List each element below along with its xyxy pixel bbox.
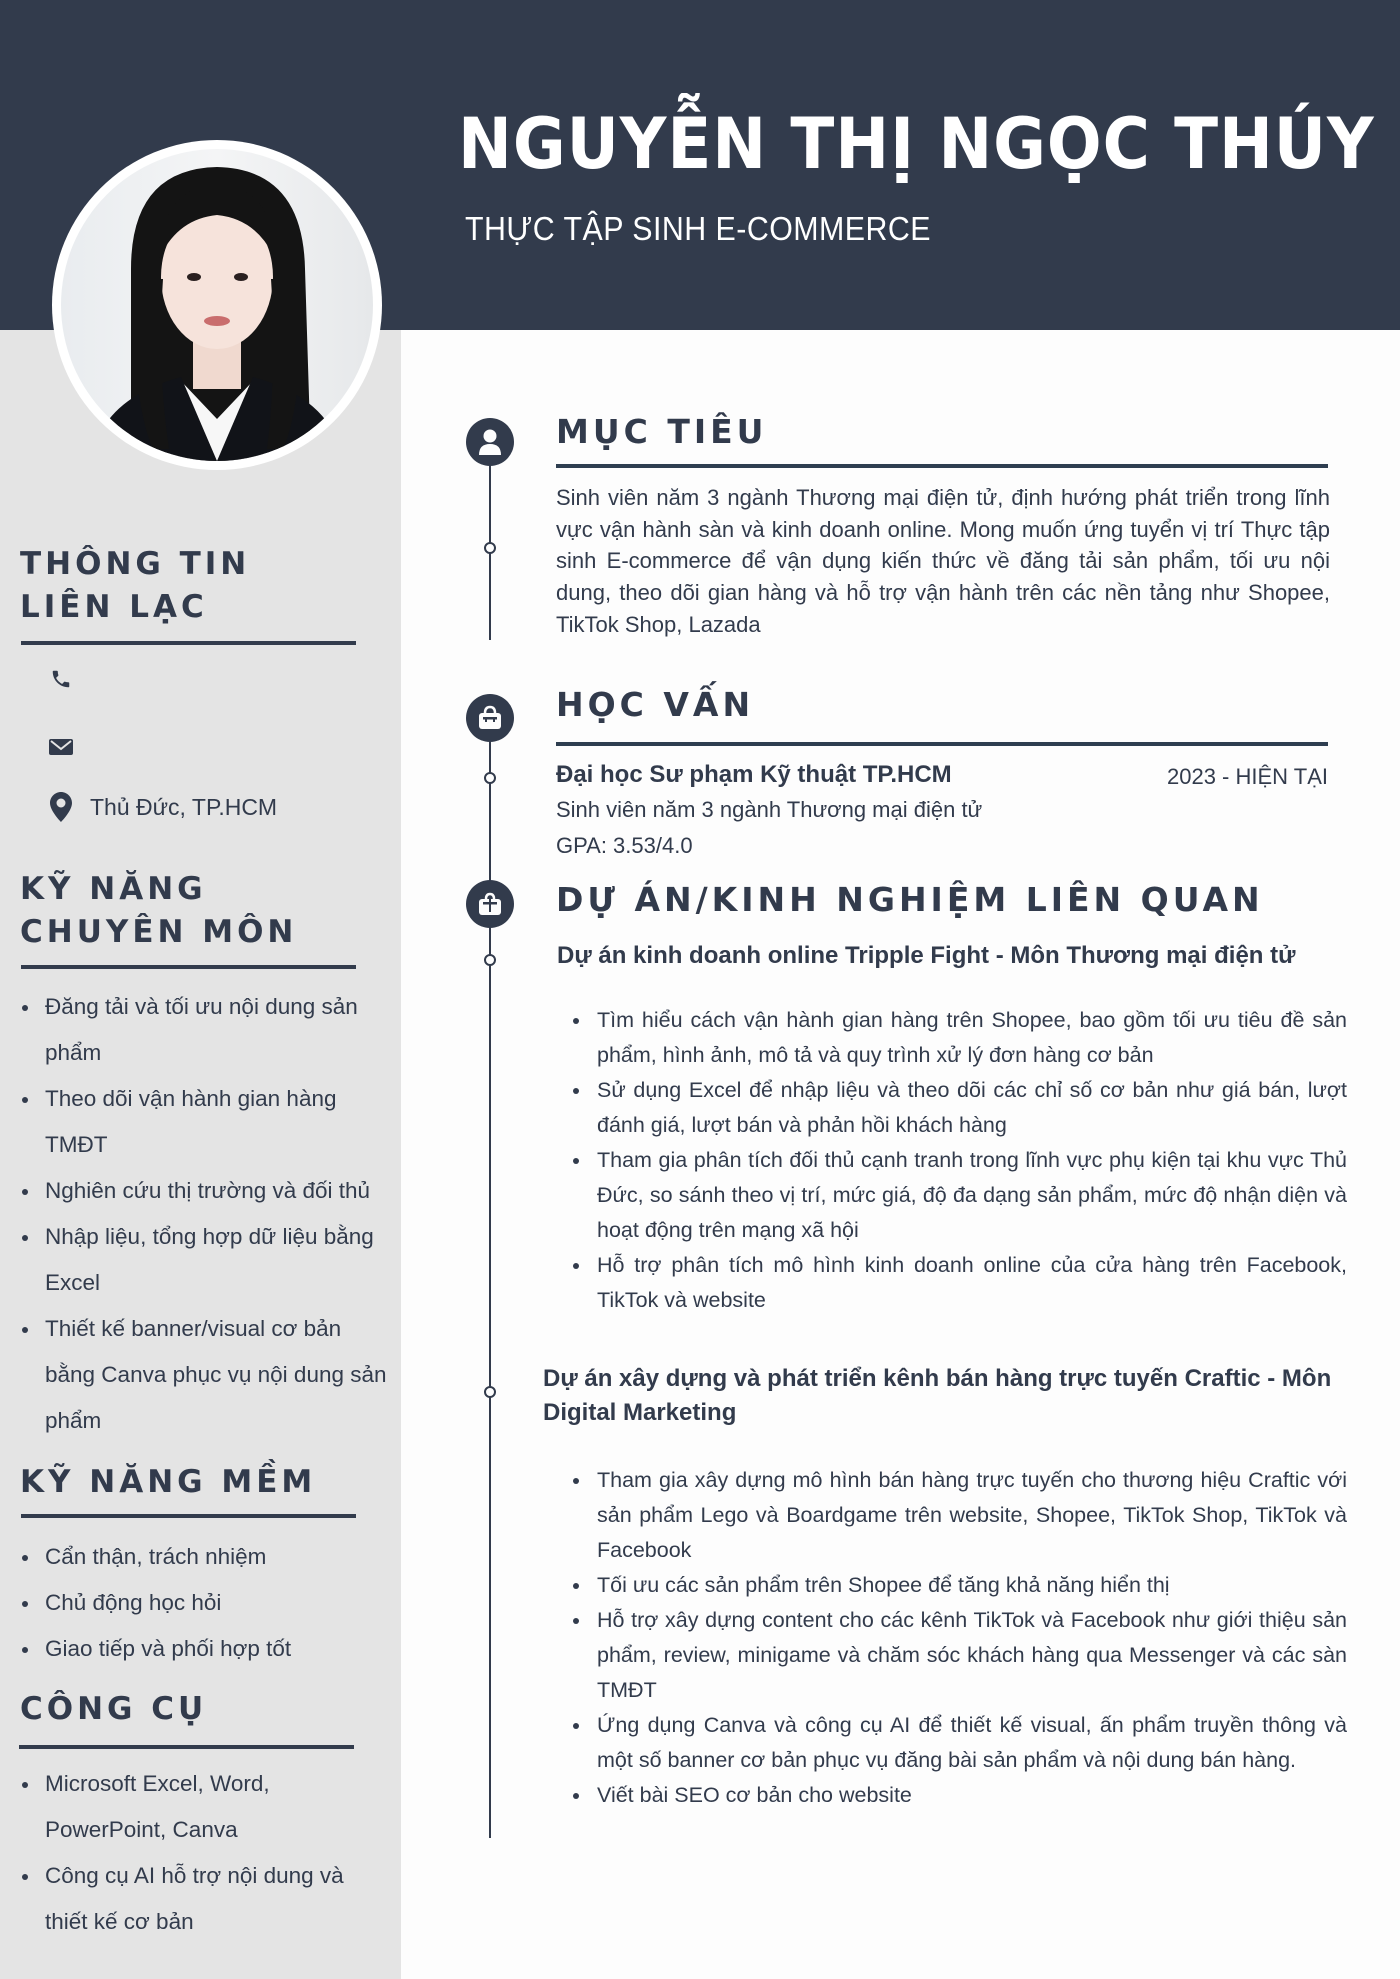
profile-photo — [52, 140, 382, 470]
list-item: Đăng tải và tối ưu nội dung sản phẩm — [22, 984, 392, 1076]
avatar — [61, 149, 373, 461]
tools-heading: CÔNG CỤ — [20, 1691, 208, 1727]
list-item: Sử dụng Excel để nhập liệu và theo dõi các chỉ số cơ bản như giá bán, lượt đánh giá, lượt bán và phản hồi khách hàng — [573, 1073, 1347, 1143]
list-item: Chủ động học hỏi — [22, 1580, 392, 1626]
contact-heading-line2: LIÊN LẠC — [20, 589, 208, 625]
hard-skills-heading — [20, 868, 297, 954]
project-title: Dự án xây dựng và phát triển kênh bán hàng trực tuyến Craftic - Môn Digital Marketing — [543, 1365, 1332, 1426]
location-value: Thủ Đức, TP.HCM — [90, 793, 278, 820]
timeline-dot — [484, 954, 496, 966]
list-item: Nhập liệu, tổng hợp dữ liệu bằng Excel — [22, 1214, 392, 1306]
divider — [21, 641, 356, 645]
map-pin-icon — [46, 792, 76, 822]
contact-location — [46, 792, 277, 822]
hard-skills-heading-line2: CHUYÊN MÔN — [20, 914, 298, 950]
soft-skills-heading: KỸ NĂNG MỀM — [20, 1464, 317, 1500]
list-item: Microsoft Excel, Word, PowerPoint, Canva — [22, 1761, 392, 1853]
timeline-dot — [484, 1386, 496, 1398]
user-icon — [466, 418, 514, 466]
list-item: Theo dõi vận hành gian hàng TMĐT — [22, 1076, 392, 1168]
hard-skills-list — [22, 984, 392, 1444]
soft-skills-list — [22, 1534, 392, 1672]
timeline-dot — [484, 772, 496, 784]
timeline-line — [489, 442, 491, 640]
list-item: Tối ưu các sản phẩm trên Shopee để tăng khả năng hiển thị — [573, 1568, 1347, 1603]
projects-heading: DỰ ÁN/KINH NGHIỆM LIÊN QUAN — [556, 880, 1264, 919]
objective-heading: MỤC TIÊU — [556, 412, 768, 451]
timeline-dot — [484, 542, 496, 554]
list-item: Nghiên cứu thị trường và đối thủ — [22, 1168, 392, 1214]
list-item: Công cụ AI hỗ trợ nội dung và thiết kế cơ bản — [22, 1853, 392, 1945]
phone-icon — [46, 664, 76, 694]
list-item: Tham gia xây dựng mô hình bán hàng trực tuyến cho thương hiệu Craftic với sản phẩm Lego và Boardgame trên website, Shopee, TikTok Shop, TikTok và Facebook — [573, 1463, 1347, 1568]
list-item: Tìm hiểu cách vận hành gian hàng trên Shopee, bao gồm tối ưu tiêu đề sản phẩm, hình ảnh, mô tả và quy trình xử lý đơn hàng cơ bản — [573, 1003, 1347, 1073]
divider — [556, 742, 1328, 746]
shopping-bag-icon — [466, 694, 514, 742]
school-name: Đại học Sư phạm Kỹ thuật TP.HCM — [556, 761, 952, 788]
briefcase-icon — [466, 880, 514, 928]
list-item: Thiết kế banner/visual cơ bản bằng Canva phục vụ nội dung sản phẩm — [22, 1306, 392, 1444]
divider — [21, 965, 356, 969]
divider — [556, 464, 1328, 468]
contact-email[interactable] — [46, 732, 90, 762]
tools-list — [22, 1761, 392, 1945]
list-item: Hỗ trợ xây dựng content cho các kênh TikTok và Facebook như giới thiệu sản phẩm, review, minigame và chăm sóc khách hàng qua Messenger và các sàn TMĐT — [573, 1603, 1347, 1708]
objective-text: Sinh viên năm 3 ngành Thương mại điện tử, định hướng phát triển trong lĩnh vực vận hành sàn và kinh doanh online. Mong muốn ứng tuyển vị trí Thực tập sinh E-commerce để vận dụng kiến thức về đăng tải sản phẩm, tối ưu nội dung, theo dõi gian hàng và hỗ trợ vận hành trên các nền tảng như Shopee, TikTok Shop, Lazada — [556, 485, 1330, 637]
contact-heading — [20, 543, 250, 629]
list-item: Hỗ trợ phân tích mô hình kinh doanh online của cửa hàng trên Facebook, TikTok và website — [573, 1248, 1347, 1318]
job-title: THỰC TẬP SINH E-COMMERCE — [465, 210, 931, 247]
candidate-name: NGUYỄN THỊ NGỌC THÚY — [458, 103, 1375, 185]
education-gpa: GPA: 3.53/4.0 — [556, 833, 693, 858]
project-bullets — [573, 1003, 1347, 1318]
project-title: Dự án kinh doanh online Tripple Fight - Môn Thương mại điện tử — [557, 942, 1296, 969]
list-item: Giao tiếp và phối hợp tốt — [22, 1626, 392, 1672]
mail-icon — [46, 732, 76, 762]
list-item: Cẩn thận, trách nhiệm — [22, 1534, 392, 1580]
project-bullets — [573, 1463, 1347, 1813]
education-detail: Sinh viên năm 3 ngành Thương mại điện tử — [556, 797, 983, 822]
hard-skills-heading-line1: KỸ NĂNG — [20, 871, 207, 907]
portrait-illustration — [61, 149, 373, 461]
divider — [19, 1745, 354, 1749]
list-item: Tham gia phân tích đối thủ cạnh tranh trong lĩnh vực phụ kiện tại khu vực Thủ Đức, so sánh theo vị trí, mức giá, độ đa dạng sản phẩm, mức độ nhận diện và hoạt động trên mạng xã hội — [573, 1143, 1347, 1248]
list-item: Viết bài SEO cơ bản cho website — [573, 1778, 1347, 1813]
divider — [21, 1514, 356, 1518]
list-item: Ứng dụng Canva và công cụ AI để thiết kế visual, ấn phẩm truyền thông và một số banner cơ bản phục vụ đăng bài sản phẩm và nội dung bán hàng. — [573, 1708, 1347, 1778]
contact-phone[interactable] — [46, 664, 90, 694]
contact-heading-line1: THÔNG TIN — [20, 546, 251, 582]
education-period: 2023 - HIỆN TẠI — [1167, 764, 1328, 789]
education-heading: HỌC VẤN — [556, 685, 755, 724]
